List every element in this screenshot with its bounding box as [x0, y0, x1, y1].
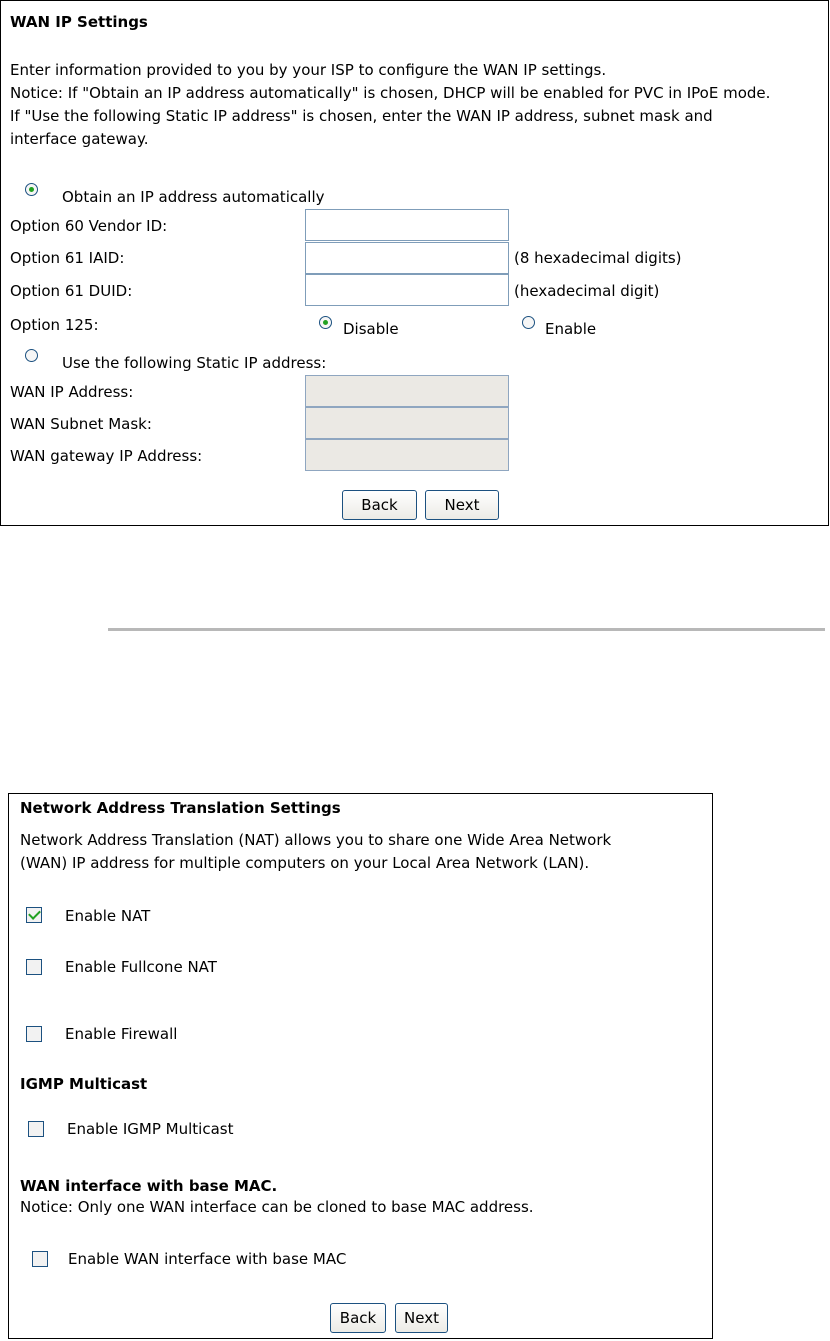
enable-igmp-multicast-checkbox[interactable] — [28, 1121, 44, 1137]
wan-description-line-3: If "Use the following Static IP address" is chosen, enter the WAN IP address, subnet mask and — [10, 107, 713, 125]
wan-ip-settings-title: WAN IP Settings — [10, 13, 148, 31]
option61-iaid-label: Option 61 IAID: — [10, 249, 125, 267]
enable-igmp-multicast-label: Enable IGMP Multicast — [67, 1120, 234, 1138]
enable-nat-checkbox[interactable] — [26, 907, 42, 923]
static-ip-label: Use the following Static IP address: — [62, 354, 327, 372]
option125-disable-label: Disable — [343, 320, 399, 338]
option60-vendor-id-input[interactable] — [305, 209, 509, 241]
option125-enable-label: Enable — [545, 320, 597, 338]
nat-description-line-1: Network Address Translation (NAT) allows you to share one Wide Area Network — [20, 831, 612, 849]
nat-next-button[interactable]: Next — [395, 1303, 448, 1333]
wan-base-mac-title: WAN interface with base MAC. — [20, 1177, 278, 1195]
enable-firewall-label: Enable Firewall — [65, 1025, 178, 1043]
wan-subnet-mask-input[interactable] — [305, 407, 509, 439]
igmp-multicast-title: IGMP Multicast — [20, 1075, 148, 1093]
enable-wan-base-mac-label: Enable WAN interface with base MAC — [68, 1250, 347, 1268]
wan-ip-address-input[interactable] — [305, 375, 509, 407]
nat-settings-panel — [8, 793, 713, 1339]
wan-base-mac-notice: Notice: Only one WAN interface can be cloned to base MAC address. — [20, 1198, 534, 1216]
wan-ip-settings-panel — [0, 0, 829, 526]
option125-enable-radio[interactable] — [522, 316, 535, 329]
nat-settings-title: Network Address Translation Settings — [20, 799, 341, 817]
option125-disable-radio[interactable] — [319, 316, 332, 329]
obtain-ip-automatically-label: Obtain an IP address automatically — [62, 188, 325, 206]
enable-nat-label: Enable NAT — [65, 907, 151, 925]
wan-description-line-1: Enter information provided to you by your ISP to configure the WAN IP settings. — [10, 61, 607, 79]
enable-fullcone-nat-checkbox[interactable] — [26, 959, 42, 975]
option125-label: Option 125: — [10, 316, 99, 334]
wan-gateway-input[interactable] — [305, 439, 509, 471]
wan-description-line-4: interface gateway. — [10, 130, 149, 148]
section-divider — [108, 628, 825, 631]
obtain-ip-automatically-radio[interactable] — [25, 183, 38, 196]
wan-next-button[interactable]: Next — [425, 490, 499, 520]
wan-gateway-label: WAN gateway IP Address: — [10, 447, 203, 465]
wan-description-line-2: Notice: If "Obtain an IP address automatically" is chosen, DHCP will be enabled for PVC in IPoE mode. — [10, 84, 771, 102]
enable-wan-base-mac-checkbox[interactable] — [32, 1251, 48, 1267]
static-ip-radio[interactable] — [25, 349, 38, 362]
wan-subnet-mask-label: WAN Subnet Mask: — [10, 415, 152, 433]
option61-iaid-hint: (8 hexadecimal digits) — [514, 249, 682, 267]
nat-back-button[interactable]: Back — [330, 1303, 386, 1333]
wan-ip-address-label: WAN IP Address: — [10, 383, 134, 401]
option61-duid-label: Option 61 DUID: — [10, 282, 133, 300]
option61-duid-hint: (hexadecimal digit) — [514, 282, 660, 300]
option61-duid-input[interactable] — [305, 274, 509, 306]
enable-fullcone-nat-label: Enable Fullcone NAT — [65, 958, 217, 976]
nat-description-line-2: (WAN) IP address for multiple computers on your Local Area Network (LAN). — [20, 854, 590, 872]
enable-firewall-checkbox[interactable] — [26, 1026, 42, 1042]
option60-vendor-id-label: Option 60 Vendor ID: — [10, 217, 168, 235]
option61-iaid-input[interactable] — [305, 242, 509, 274]
wan-back-button[interactable]: Back — [342, 490, 417, 520]
